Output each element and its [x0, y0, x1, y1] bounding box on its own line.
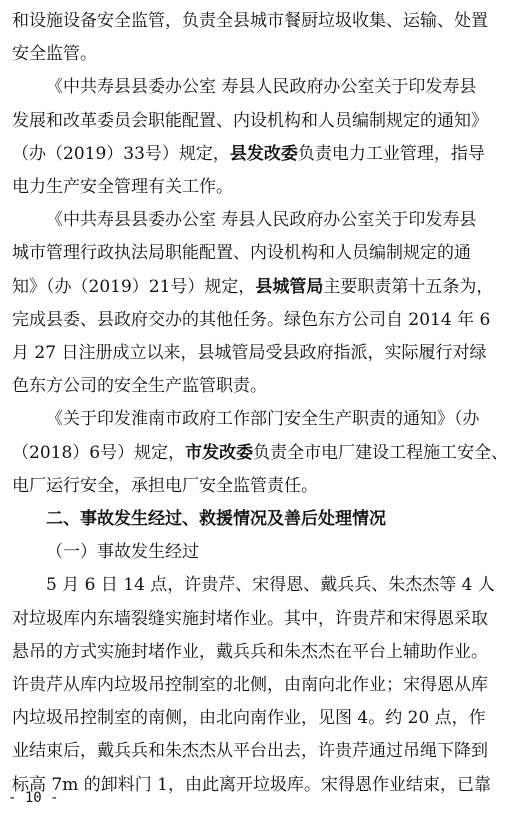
text-line	[0, 203, 521, 237]
text-line	[0, 469, 521, 503]
text-segment: 发展和改革委员会职能配置、内设机构和人员编制规定的通知》	[12, 110, 488, 131]
text-line	[0, 502, 521, 536]
text-segment: 业结束后，戴兵兵和朱杰杰从平台出去，许贵芹通过吊绳下降到	[12, 741, 488, 762]
text-line	[0, 170, 521, 204]
text-segment: 知》（办（2019）21号）规定，	[12, 276, 256, 297]
text-segment: 悬吊的方式实施封堵作业，戴兵兵和朱杰杰在平台上辅助作业。	[12, 641, 488, 662]
text-segment: 《关于印发淮南市政府工作部门安全生产职责的通知》（办	[46, 409, 480, 430]
text-segment: 和设施设备安全监管，负责全县城市餐厨垃圾收集、运输、处置	[12, 11, 488, 31]
text-segment: （2018）6号）规定，	[12, 442, 186, 463]
text-line	[0, 568, 521, 602]
text-segment: 色东方公司的安全生产监管职责。	[12, 376, 267, 397]
text-segment: 安全监管。	[12, 44, 97, 65]
text-segment: 电力生产安全管理有关工作。	[12, 177, 233, 197]
text-segment: 主要职责第十五条为，	[323, 276, 494, 297]
text-line	[0, 70, 521, 104]
text-segment: 《中共寿县县委办公室 寿县人民政府办公室关于印发寿县	[46, 210, 477, 231]
text-line	[0, 734, 521, 768]
text-line	[0, 236, 521, 270]
bold-agency-name: 县发改委	[229, 143, 298, 164]
bold-agency-name: 县城管局	[255, 276, 324, 297]
text-line	[0, 104, 521, 138]
text-segment: 对垃圾库内东墙裂缝实施封堵作业。其中，许贵芹和宋得恩采取	[12, 608, 488, 629]
text-line	[0, 402, 521, 436]
text-line	[0, 436, 521, 470]
text-line	[0, 635, 521, 669]
text-segment: 负责全市电厂建设工程施工安全、	[253, 442, 509, 463]
text-line	[0, 768, 521, 802]
text-segment: （一）事故发生经过	[46, 542, 199, 563]
text-segment: 《中共寿县县委办公室 寿县人民政府办公室关于印发寿县	[46, 77, 477, 98]
bold-agency-name: 市发改委	[185, 442, 254, 463]
text-segment: （办（2019）33号）规定，	[12, 143, 230, 164]
text-segment: 电厂运行安全，承担电厂安全监管责任。	[12, 475, 318, 496]
text-segment: 许贵芹从库内垃圾吊控制室的北侧，由南向北作业；宋得恩从库	[12, 675, 488, 695]
text-segment: 标高 7m 的卸料门 1，由此离开垃圾库。宋得恩作业结束，已靠	[12, 774, 491, 795]
text-line	[0, 336, 521, 370]
text-line	[0, 37, 521, 71]
text-segment: 月 27 日注册成立以来，县城管局受县政府指派，实际履行对绿	[12, 343, 487, 363]
text-segment: 负责电力工业管理，指导	[297, 143, 485, 164]
text-segment: 内垃圾吊控制室的南侧，由北向南作业，见图 4。约 20 点，作	[12, 708, 486, 729]
text-line	[0, 137, 521, 171]
text-segment: 完成县委、县政府交办的其他任务。绿色东方公司自 2014 年 6	[12, 309, 491, 330]
text-line	[0, 369, 521, 403]
text-line	[0, 701, 521, 735]
text-line	[0, 4, 521, 38]
text-segment: 二、事故发生经过、救援情况及善后处理情况	[46, 509, 386, 529]
text-segment: 5 月 6 日 14 点，许贵芹、宋得恩、戴兵兵、朱杰杰等 4 人	[46, 575, 495, 596]
text-line	[0, 668, 521, 702]
page-number: - 10 -	[8, 790, 59, 806]
text-line	[0, 535, 521, 569]
text-line	[0, 303, 521, 337]
text-line	[0, 602, 521, 636]
text-segment: 城市管理行政执法局职能配置、内设机构和人员编制规定的通	[12, 243, 471, 264]
text-line	[0, 270, 521, 304]
